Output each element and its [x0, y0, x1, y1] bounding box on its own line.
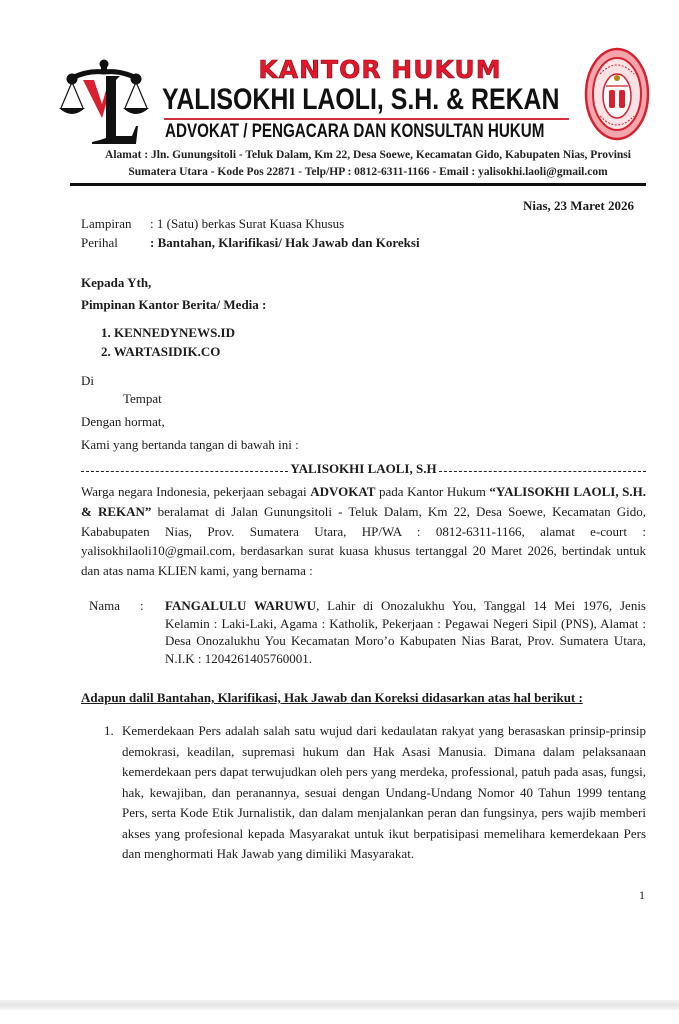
perihal-value: : Bantahan, Klarifikasi/ Hak Jawab dan Koreksi: [150, 235, 420, 250]
recipient-item: 1. KENNEDYNEWS.ID: [101, 325, 235, 340]
greeting: Dengan hormat,: [81, 414, 165, 429]
recipient-heading: Pimpinan Kantor Berita/ Media :: [81, 297, 267, 312]
paragraph-text: beralamat di Jalan Gunungsitoli - Teluk Dalam, Km 22, Desa Soewe, Kecamatan Gido, Kababupaten Nias, Prov. Sumatera Utara, HP/WA : 0812-6311-1166, alamat e-court : yalisokhilaoli10@gmail.com, berdasarkan surat kuasa khusus tertanggal 20 Maret 2026, bertindak untuk dan atas nama KLIEN kami, yang bernama :: [81, 503, 646, 579]
paragraph-text: pada Kantor Hukum: [375, 484, 490, 499]
scales-of-justice-logo-icon: [58, 58, 150, 148]
letterhead-divider: [70, 183, 646, 186]
federation-seal-icon: [584, 46, 650, 142]
client-name: FANGALULU WARUWU: [165, 598, 317, 613]
di-label: Di: [81, 373, 94, 388]
firm-name-quoted: “YALISOKHI LAOLI, S.H. & REKAN”: [81, 484, 646, 519]
intro-line: Kami yang bertanda tangan di bawah ini :: [81, 437, 299, 452]
tempat-label: Tempat: [123, 391, 162, 406]
recipient-item: 2. WARTASIDIK.CO: [101, 344, 221, 359]
client-name-label: Nama: [89, 598, 121, 613]
advocate-title: ADVOKAT: [310, 484, 376, 499]
letterhead-title: KANTOR HUKUM: [258, 55, 502, 84]
firm-name: YALISOKHI LAOLI, S.H. & REKAN: [162, 83, 560, 116]
point-text: Kemerdekaan Pers adalah salah satu wujud dari kedaulatan rakyat yang berasaskan prinsip-prinsip demokrasi, keadilan, supremasi hukum dan Hak Asasi Manusia. Dimana dalam pelaksanaan kemerdekaan pers dapat terwujudkan oleh pers yang merdeka, professional, patuh pada asas, fungsi, hak, kewajiban, dan peranannya, sesuai dengan Undang-Undang Nomor 40 Tahun 1999 tentang Pers, serta Kode Etik Jurnalistik, dan dalam menjalankan peran dan fungsinya, pers wajib memberi akses yang profesional kepada Masyarakat untuk ikut berpatisipasi memelihara kemerdekaan Pers dan menghormati Hak Jawab yang dimiliki Masyarakat.: [122, 723, 646, 861]
page-edge-shadow: [0, 1000, 679, 1010]
dashed-rule: [81, 471, 288, 472]
dashed-rule: [439, 471, 646, 472]
letterhead-address-line-1: Alamat : Jln. Gunungsitoli - Teluk Dalam, Km 22, Desa Soewe, Kecamatan Gido, Kabupaten Nias, Provinsi: [105, 149, 631, 161]
lampiran-label: Lampiran: [81, 216, 132, 231]
salutation: Kepada Yth,: [81, 275, 152, 290]
lampiran-value: : 1 (Satu) berkas Surat Kuasa Khusus: [150, 216, 345, 231]
advocate-paragraph: [81, 482, 646, 581]
signer-name: YALISOKHI LAOLI, S.H: [290, 461, 437, 476]
point-number: 1.: [104, 723, 114, 738]
paragraph-text: Warga negara Indonesia, pekerjaan sebagai: [81, 484, 311, 499]
arguments-heading: Adapun dalil Bantahan, Klarifikasi, Hak Jawab dan Koreksi didasarkan atas hal berikut :: [81, 690, 583, 705]
letterhead-address-line-2: Sumatera Utara - Kode Pos 22871 - Telp/HP : 0812-6311-1166 - Email : yalisokhi.laoli@gmail.com: [128, 166, 608, 178]
client-colon: :: [140, 598, 144, 613]
client-details-text: , Lahir di Onozalukhu You, Tanggal 14 Mei 1976, Jenis Kelamin : Laki-Laki, Agama : Katholik, Pekerjaan : Pegawai Negeri Sipil (PNS), Alamat : Desa Onozalukhu You Kecamatan Moro’o Kabupaten Nias Barat, Prov. Sumatera Utara, N.I.K : 1204261405760001.: [165, 598, 646, 666]
firm-subtitle: ADVOKAT / PENGACARA DAN KONSULTAN HUKUM: [165, 121, 545, 142]
letterhead-red-divider: [164, 118, 569, 120]
signer-divider: [81, 461, 646, 477]
page-number: 1: [639, 888, 645, 902]
letter-date: Nias, 23 Maret 2026: [523, 198, 634, 213]
client-details: [165, 597, 646, 667]
perihal-label: Perihal: [81, 235, 118, 250]
